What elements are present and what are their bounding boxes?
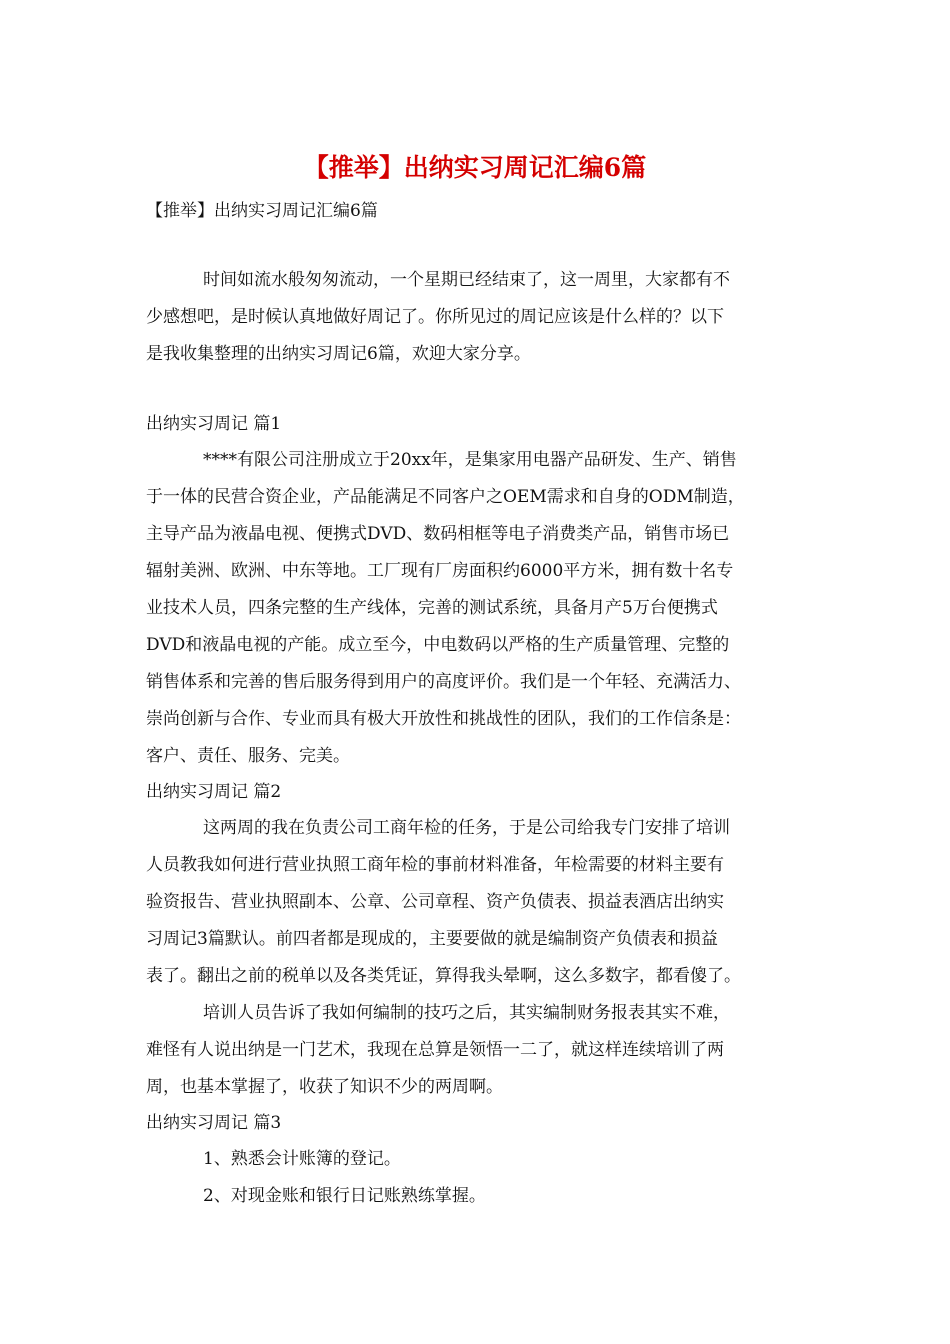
paragraph-line: 这两周的我在负责公司工商年检的任务，于是公司给我专门安排了培训	[203, 818, 730, 838]
section-heading: 出纳实习周记 篇2	[146, 782, 282, 802]
intro-line: 时间如流水般匆匆流动，一个星期已经结束了，这一周里，大家都有不	[203, 270, 730, 290]
paragraph-line: 人员教我如何进行营业执照工商年检的事前材料准备，年检需要的材料主要有	[146, 855, 724, 875]
paragraph-line: 周，也基本掌握了，收获了知识不少的两周啊。	[146, 1077, 503, 1097]
paragraph-line: 表了。翻出之前的税单以及各类凭证，算得我头晕啊，这么多数字，都看傻了。	[146, 966, 741, 986]
paragraph-line: DVD和液晶电视的产能。成立至今，中电数码以严格的生产质量管理、完整的	[146, 635, 730, 655]
paragraph-line: 辐射美洲、欧洲、中东等地。工厂现有厂房面积约6000平方米，拥有数十名专	[146, 561, 734, 581]
paragraph-line: 验资报告、营业执照副本、公章、公司章程、资产负债表、损益表酒店出纳实	[146, 892, 724, 912]
intro-line: 是我收集整理的出纳实习周记6篇，欢迎大家分享。	[146, 344, 531, 364]
paragraph-line: 培训人员告诉了我如何编制的技巧之后，其实编制财务报表其实不难，	[203, 1003, 730, 1023]
document-title: 【推举】出纳实习周记汇编6篇	[303, 153, 647, 182]
paragraph-line: ****有限公司注册成立于20xx年，是集家用电器产品研发、生产、销售	[203, 450, 737, 470]
paragraph-line: 客户、责任、服务、完美。	[146, 746, 350, 766]
paragraph-line: 崇尚创新与合作、专业而具有极大开放性和挑战性的团队，我们的工作信条是：	[146, 709, 741, 729]
intro-line: 少感想吧，是时候认真地做好周记了。你所见过的周记应该是什么样的？以下	[146, 307, 724, 327]
paragraph-line: 销售体系和完善的售后服务得到用户的高度评价。我们是一个年轻、充满活力、	[146, 672, 741, 692]
list-item: 1、熟悉会计账簿的登记。	[203, 1149, 401, 1169]
paragraph-line: 于一体的民营合资企业，产品能满足不同客户之OEM需求和自身的ODM制造，	[146, 487, 745, 507]
section-heading: 出纳实习周记 篇1	[146, 414, 282, 434]
paragraph-line: 难怪有人说出纳是一门艺术，我现在总算是领悟一二了，就这样连续培训了两	[146, 1040, 724, 1060]
section-heading: 出纳实习周记 篇3	[146, 1113, 282, 1133]
document-subtitle: 【推举】出纳实习周记汇编6篇	[146, 201, 378, 221]
paragraph-line: 业技术人员，四条完整的生产线体，完善的测试系统，具备月产5万台便携式	[146, 598, 718, 618]
paragraph-line: 主导产品为液晶电视、便携式DVD、数码相框等电子消费类产品，销售市场已	[146, 524, 730, 544]
list-item: 2、对现金账和银行日记账熟练掌握。	[203, 1186, 486, 1206]
paragraph-line: 习周记3篇默认。前四者都是现成的，主要要做的就是编制资产负债表和损益	[146, 929, 718, 949]
